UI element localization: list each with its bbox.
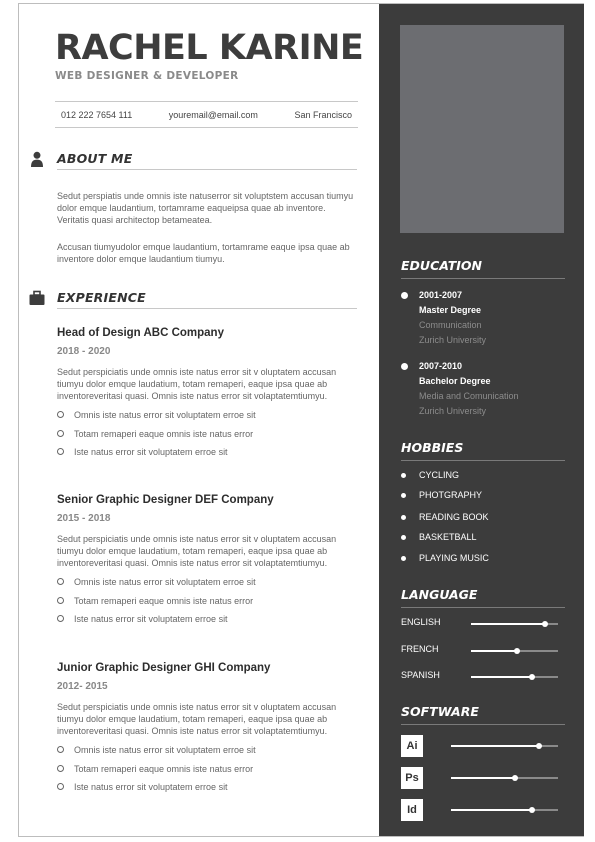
level-knob — [542, 621, 548, 627]
education-years: 2007-2010 — [419, 361, 463, 371]
email-address: youremail@email.com — [168, 109, 258, 120]
education-degree: Bachelor Degree — [419, 376, 491, 386]
job-description: Sedut perspiciatis unde omnis iste natus error sit v oluptatem accusan tiumyu dolor emque laudatium, totam remaperi, eaque ipsa quae ab inventoreveritasi quasi. Omnis iste natus error sit volaptatemtiumyu. — [57, 534, 337, 568]
list-item — [57, 613, 359, 632]
job-bullets — [57, 409, 359, 465]
bullet-dot-icon — [401, 535, 406, 540]
education-field: Communication — [419, 320, 482, 330]
hobbies-title: HOBBIES — [401, 440, 464, 455]
language-level-bar — [471, 623, 558, 625]
list-item — [57, 576, 359, 595]
bullet-text: Omnis iste natus error sit voluptatem erroe sit — [74, 745, 256, 755]
job-description: Sedut perspiciatis unde omnis iste natus error sit v oluptatem accusan tiumyu dolor emque laudatium, totam remaperi, eaque ipsa quae ab inventoreveritasi quasi. Omnis iste natus error sit volaptatemtiumyu. — [57, 702, 337, 736]
list-item — [57, 428, 359, 447]
bullet-circle-icon — [57, 615, 64, 622]
language-name: ENGLISH — [401, 617, 441, 627]
hobby-label: READING BOOK — [419, 512, 489, 522]
list-item — [57, 744, 359, 763]
language-row — [401, 670, 565, 682]
bullet-text: Iste natus error sit voluptatem erroe sit — [74, 782, 228, 792]
bullet-dot-icon — [401, 292, 408, 299]
bullet-circle-icon — [57, 765, 64, 772]
level-fill — [451, 777, 515, 779]
level-fill — [471, 623, 545, 625]
software-row — [401, 735, 565, 757]
education-school: Zurich University — [419, 406, 487, 416]
job-entry — [57, 327, 359, 465]
bullet-dot-icon — [401, 556, 406, 561]
sidebar — [379, 4, 584, 836]
bullet-circle-icon — [57, 746, 64, 753]
education-degree: Master Degree — [419, 305, 482, 315]
divider — [401, 460, 565, 461]
job-entry — [57, 662, 359, 800]
list-item — [57, 446, 359, 465]
bullet-circle-icon — [57, 411, 64, 418]
education-years: 2001-2007 — [419, 290, 463, 300]
divider — [57, 169, 357, 170]
photoshop-icon: Ps — [401, 767, 423, 789]
language-level-bar — [471, 676, 558, 678]
language-row — [401, 644, 565, 656]
hobby-label: BASKETBALL — [419, 532, 477, 542]
level-knob — [514, 648, 520, 654]
job-years: 2012- 2015 — [57, 681, 108, 692]
education-school: Zurich University — [419, 335, 487, 345]
level-fill — [451, 745, 539, 747]
about-title: ABOUT ME — [57, 151, 133, 166]
job-title: Head of Design ABC Company — [57, 327, 224, 339]
bullet-dot-icon — [401, 473, 406, 478]
resume-page — [18, 3, 584, 837]
software-level-bar — [451, 745, 558, 747]
level-knob — [512, 775, 518, 781]
about-paragraph-1: Sedut perspiatis unde omnis iste natuserror sit voluptstem accusan tiumyu dolor emque laudantium, tortamrame eaqueipsa quae ab inventore. Veritatis quasi architectop betameatea. — [57, 191, 354, 225]
indesign-icon: Id — [401, 799, 423, 821]
job-description: Sedut perspiciatis unde omnis iste natus error sit v oluptatem accusan tiumyu dolor emque laudatium, totam remaperi, eaque ipsa quae ab inventoreveritasi quasi. Omnis iste natus error sit volaptatemtiumyu. — [57, 367, 337, 401]
divider — [401, 724, 565, 725]
job-title: Junior Graphic Designer GHI Company — [57, 662, 271, 674]
language-row — [401, 617, 565, 629]
level-knob — [529, 674, 535, 680]
level-fill — [471, 650, 517, 652]
bullet-text: Totam remaperi eaque omnis iste natus error — [74, 763, 254, 774]
hobby-label: PHOTGRAPHY — [419, 490, 483, 500]
education-title: EDUCATION — [401, 258, 482, 273]
bullet-circle-icon — [57, 578, 64, 585]
language-level-bar — [471, 650, 558, 652]
briefcase-icon — [29, 290, 45, 306]
level-knob — [529, 807, 535, 813]
job-years: 2018 - 2020 — [57, 346, 111, 357]
about-section-header — [29, 150, 359, 170]
language-title: LANGUAGE — [401, 587, 478, 602]
bullet-text: Iste natus error sit voluptatem erroe sit — [74, 614, 228, 624]
bullet-circle-icon — [57, 783, 64, 790]
job-title: Senior Graphic Designer DEF Company — [57, 494, 274, 506]
candidate-role: WEB DESIGNER & DEVELOPER — [55, 70, 239, 82]
candidate-name: RACHEL KARINE — [55, 28, 364, 68]
divider — [401, 278, 565, 279]
software-row — [401, 767, 565, 789]
phone-number: 012 222 7654 111 — [61, 109, 133, 120]
job-entry — [57, 494, 359, 632]
level-knob — [536, 743, 542, 749]
software-title: SOFTWARE — [401, 704, 479, 719]
experience-title: EXPERIENCE — [57, 290, 146, 305]
bullet-text: Omnis iste natus error sit voluptatem erroe sit — [74, 577, 256, 587]
bullet-circle-icon — [57, 430, 64, 437]
person-icon — [29, 151, 45, 167]
illustrator-icon: Ai — [401, 735, 423, 757]
list-item — [57, 781, 359, 800]
job-bullets — [57, 576, 359, 632]
language-name: FRENCH — [401, 644, 439, 654]
profile-photo-placeholder — [400, 25, 564, 233]
list-item — [57, 595, 359, 614]
divider — [57, 308, 357, 309]
bullet-text: Iste natus error sit voluptatem erroe sit — [74, 447, 228, 457]
level-fill — [451, 809, 532, 811]
bullet-text: Totam remaperi eaque omnis iste natus error — [74, 428, 254, 439]
bullet-circle-icon — [57, 448, 64, 455]
job-bullets — [57, 744, 359, 800]
location: San Francisco — [294, 109, 352, 120]
software-level-bar — [451, 777, 558, 779]
bullet-circle-icon — [57, 597, 64, 604]
hobby-label: PLAYING MUSIC — [419, 553, 489, 563]
bullet-dot-icon — [401, 363, 408, 370]
hobby-label: CYCLING — [419, 470, 460, 480]
contact-bar — [55, 101, 358, 128]
experience-section-header — [29, 289, 359, 309]
divider — [401, 607, 565, 608]
bullet-text: Totam remaperi eaque omnis iste natus error — [74, 595, 254, 606]
about-paragraph-2: Accusan tiumyudolor emque laudantium, tortamrame eaque ipsa quae ab inventore dolor emque laudantium tiumyu. — [57, 242, 350, 264]
software-level-bar — [451, 809, 558, 811]
language-name: SPANISH — [401, 670, 440, 680]
bullet-dot-icon — [401, 515, 406, 520]
job-years: 2015 - 2018 — [57, 513, 111, 524]
bullet-text: Omnis iste natus error sit voluptatem erroe sit — [74, 410, 256, 420]
education-field: Media and Comunication — [419, 391, 519, 401]
bullet-dot-icon — [401, 493, 406, 498]
list-item — [57, 763, 359, 782]
list-item — [57, 409, 359, 428]
level-fill — [471, 676, 532, 678]
software-row — [401, 799, 565, 821]
